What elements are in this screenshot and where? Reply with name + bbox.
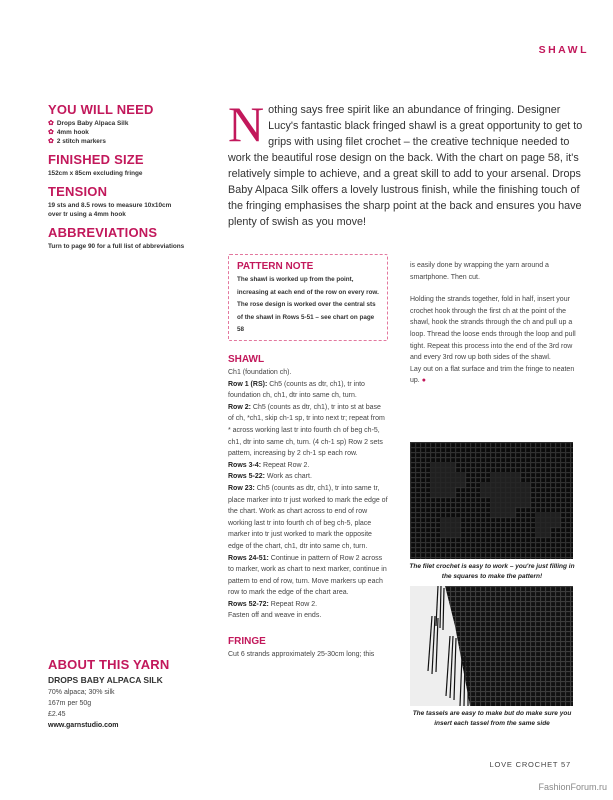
intro-text: othing says free spirit like an abundance of fringing. Designer Lucy's fantastic black fringed shawl is a great opportunity to get to grips with using filet crochet – the creative technique needed to work the beautiful rose design on the back. With the chart on page 58, it's relatively simple to achieve, and a great skill to add to your arsenal. Drops Baby Alpaca Silk offers a lovely lustrous finish, while the finishing touch of the fringing emphasises the sharp point at the back and ensures you have plenty of swish as you move! — [228, 104, 583, 228]
fringe-heading: FRINGE — [228, 636, 266, 648]
row-instruction: Rows 5-22: Work as chart. — [228, 473, 312, 481]
row-instruction: Rows 3-4: Repeat Row 2. — [228, 461, 310, 469]
filet-mesh-image — [410, 442, 573, 559]
fringe-text-2: is easily done by wrapping the yarn around a smartphone. Then cut. — [410, 262, 549, 281]
finished-size-text: 152cm x 85cm excluding fringe — [48, 170, 143, 177]
instruction-body — [228, 367, 388, 622]
row-instruction: Row 1 (RS): Ch5 (counts as dtr, ch1), tr into foundation ch, ch1, dtr into same ch, turn. — [228, 380, 365, 400]
row-instruction: Row 23: Ch5 (counts as dtr, ch1), tr into same tr, place marker into tr just worked to mark the edge of the chart. Work as chart across to end of row working last tr into fourth ch of beg ch-5, place marker into tr just worked to mark the opposite edge of the chart, ch1, dtr into same ch, turn. — [228, 484, 388, 550]
fringe-text-4: Lay out on a flat surface and trim the fringe to neaten up. ● — [410, 365, 575, 385]
yarn-length: 167m per 50g — [48, 700, 92, 707]
yarn-fibre: 70% alpaca; 30% silk — [48, 689, 115, 696]
row-instruction: Rows 52-72: Repeat Row 2. — [228, 600, 318, 608]
finished-size-heading: FINISHED SIZE — [48, 152, 144, 167]
flower-bullet-icon: ✿ — [48, 120, 54, 127]
drop-cap: N — [228, 96, 265, 152]
pattern-note-text: The shawl is worked up from the point, increasing at each end of the row on every row. The rose design is worked over the central sts of the shawl in Rows 5-51 – see chart on page 58 — [237, 276, 379, 333]
page-footer — [490, 760, 571, 769]
watermark: FashionForum.ru — [538, 782, 607, 792]
page-number: 57 — [561, 760, 571, 769]
caption-tassels: The tassels are easy to make but do make sure you insert each tassel from the same side — [412, 710, 572, 727]
caption-filet-crochet: The filet crochet is easy to work – you're just filling in the squares to make the pattern! — [409, 563, 575, 580]
intro-paragraph — [228, 96, 584, 230]
tassel-fringe-image — [410, 586, 573, 706]
photo-filet-crochet — [410, 442, 573, 559]
row-instruction: Row 2: Ch5 (counts as dtr, ch1), tr into st at base of ch, *ch1, skip ch-1 sp, tr into next tr; repeat from * across working last tr into fourth ch of beg ch-5, ch1, dtr into same ch, turn. (4 ch-1 sp) Row 2 sets pattern, increasing by 2 ch-1 sp each row. — [228, 403, 385, 458]
tension-text-line2: over tr using a 4mm hook — [48, 211, 126, 218]
fringe-continued — [410, 260, 582, 387]
foundation-row: Ch1 (foundation ch). — [228, 369, 292, 376]
pattern-note-heading: PATTERN NOTE — [237, 261, 314, 272]
yarn-name: DROPS BABY ALPACA SILK — [48, 675, 163, 685]
photo-tassels — [410, 586, 573, 706]
section-tag: SHAWL — [538, 44, 589, 56]
shawl-instructions — [228, 354, 388, 661]
flower-bullet-icon: ✿ — [48, 129, 54, 136]
about-yarn-heading: ABOUT THIS YARN — [48, 657, 170, 672]
fringe-text-3: Holding the strands together, fold in half, insert your crochet hook through the first ch at the point of the shawl, hook the strands through the ch and pull up a loop. Thread the loose ends through the loop and pull tight. Repeat this process into the end of the 3rd row and every 3rd row up both sides of the shawl. — [410, 296, 576, 362]
you-will-need-heading: YOU WILL NEED — [48, 102, 154, 117]
material-item: ✿ Drops Baby Alpaca Silk — [48, 120, 129, 127]
materials-list — [48, 119, 198, 146]
fasten-off: Fasten off and weave in ends. — [228, 612, 322, 620]
yarn-price: £2.45 — [48, 711, 66, 718]
tension-text-line1: 19 sts and 8.5 rows to measure 10x10cm — [48, 202, 172, 209]
fringe-text-start: Cut 6 strands approximately 25-30cm long; this — [228, 651, 375, 659]
magazine-name: LOVE CROCHET — [489, 760, 559, 769]
yarn-website-link[interactable]: www.garnstudio.com — [48, 722, 119, 729]
material-item: ✿ 4mm hook — [48, 129, 89, 136]
flower-bullet-icon: ✿ — [48, 138, 54, 145]
abbreviations-heading: ABBREVIATIONS — [48, 225, 158, 240]
shawl-heading: SHAWL — [228, 354, 265, 365]
row-instruction: Rows 24-51: Continue in pattern of Row 2 across to marker, work as chart to next marker, continue in pattern to end of row, turn. Move markers up each row to mark the edge of the chart area. — [228, 554, 387, 597]
end-mark-icon: ● — [421, 377, 426, 385]
abbreviations-text: Turn to page 90 for a full list of abbreviations — [48, 243, 185, 250]
tension-heading: TENSION — [48, 184, 108, 199]
pattern-note-box — [228, 254, 388, 341]
about-yarn — [48, 657, 208, 731]
material-item: ✿ 2 stitch markers — [48, 138, 106, 145]
sidebar — [48, 102, 198, 251]
